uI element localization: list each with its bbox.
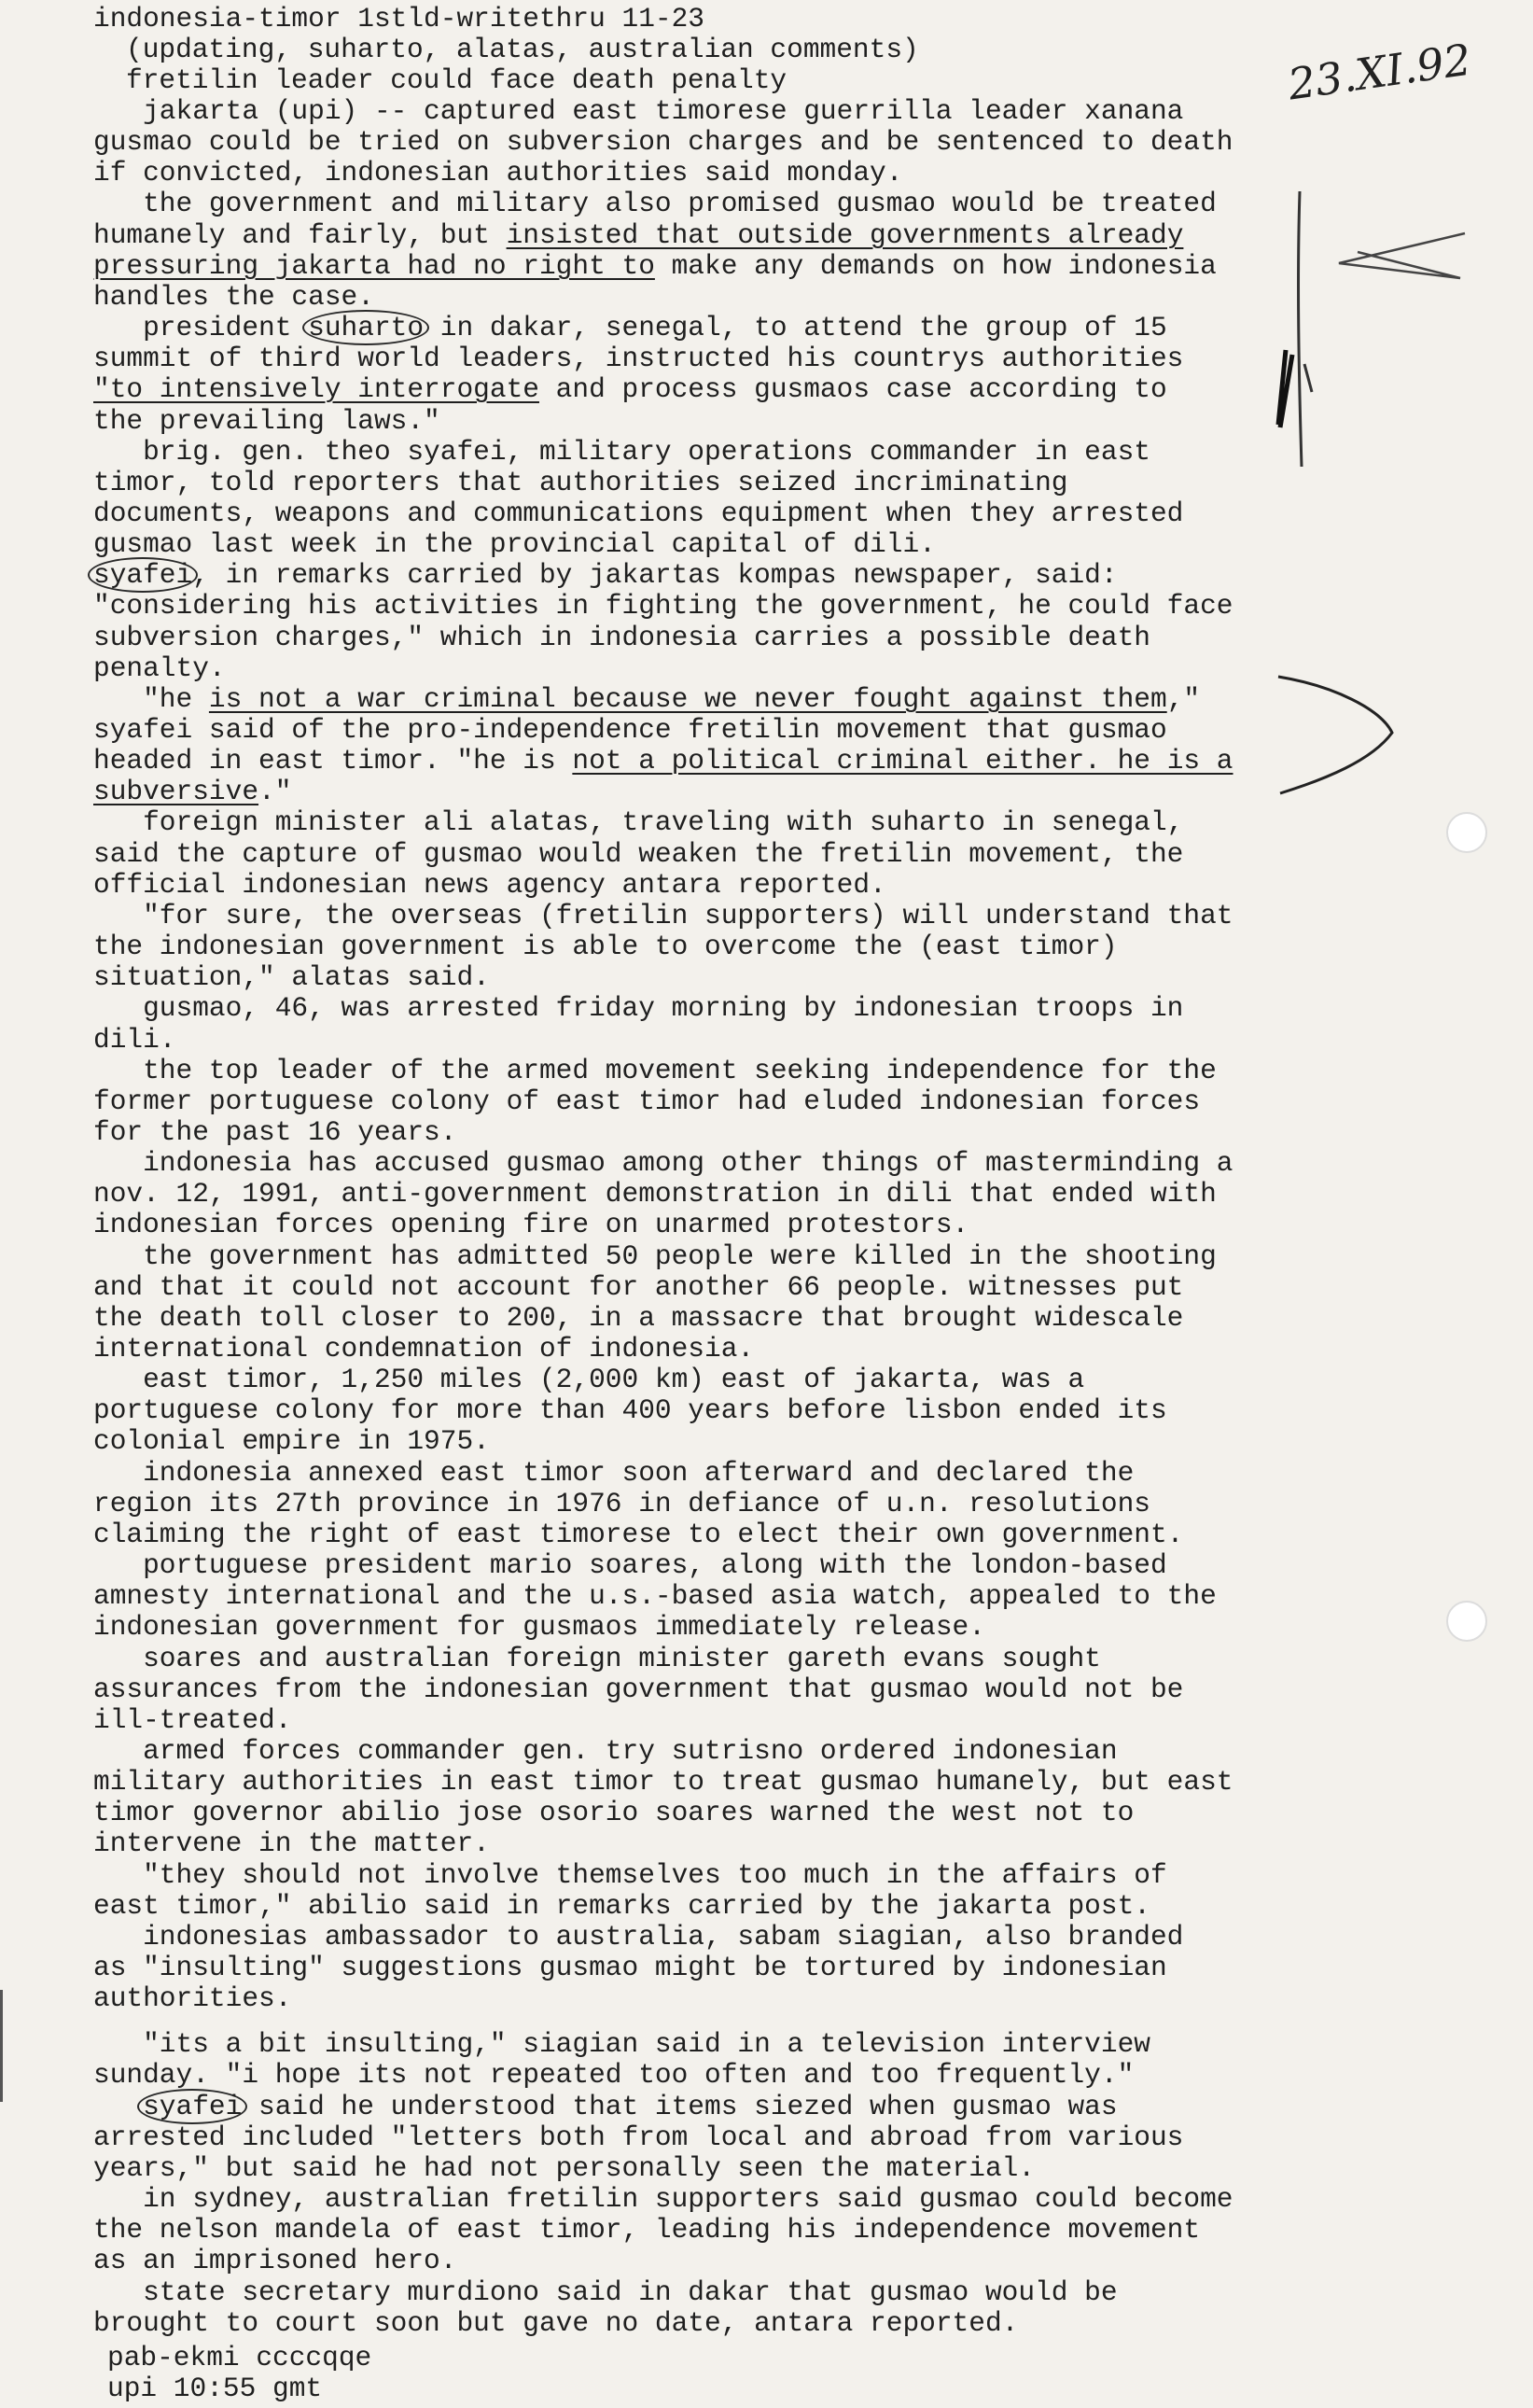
line-text: as "insulting" suggestions gusmao might be tortured by indonesian xyxy=(93,1952,1167,1983)
story-line xyxy=(93,1056,1217,1086)
line-text: foreign minister ali alatas, traveling with suharto in senegal, xyxy=(93,806,1184,838)
line-text: the indonesian government is able to overcome the (east timor) xyxy=(93,931,1118,962)
line-text: armed forces commander gen. try sutrisno ordered indonesian xyxy=(93,1735,1118,1767)
story-line xyxy=(93,2092,1118,2122)
circled-name: syafei xyxy=(137,2089,247,2124)
hole-punch-mark xyxy=(1446,1601,1487,1642)
line-text: portuguese president mario soares, along with the london-based xyxy=(93,1549,1167,1581)
margin-tick-mark xyxy=(1278,350,1292,427)
line-text: nov. 12, 1991, anti-government demonstration in dili that ended with xyxy=(93,1178,1217,1210)
story-line xyxy=(93,1148,1233,1179)
story-line xyxy=(93,406,440,437)
story-line xyxy=(93,1644,1101,1674)
margin-tick-mark xyxy=(1304,364,1312,392)
line-text: humanely and fairly, but xyxy=(93,219,507,251)
line-text: region its 27th province in 1976 in defiance of u.n. resolutions xyxy=(93,1488,1150,1519)
line-text: syafei said of the pro-independence fretilin movement that gusmao xyxy=(93,714,1167,746)
story-line xyxy=(93,189,1217,219)
margin-bracket-line xyxy=(1299,191,1302,467)
story-line xyxy=(93,1303,1183,1334)
line-text: and that it could not account for another 66 people. witnesses put xyxy=(93,1271,1184,1303)
line-text: former portuguese colony of east timor had eluded indonesian forces xyxy=(93,1085,1201,1117)
story-line xyxy=(93,1891,1150,1922)
line-text: the prevailing laws." xyxy=(93,405,440,437)
line-text: if convicted, indonesian authorities said monday. xyxy=(93,157,903,189)
story-line xyxy=(93,251,1217,282)
story-line xyxy=(93,2029,1150,2060)
line-text: headed in east timor. "he is xyxy=(93,745,573,777)
line-text: indonesian government for gusmaos immediately release. xyxy=(93,1611,985,1643)
line-text: "considering his activities in fighting the government, he could face xyxy=(93,590,1233,622)
story-line xyxy=(93,1860,1167,1891)
line-text: gusmao last week in the provincial capital of dili. xyxy=(93,528,936,560)
line-text: arrested included "letters both from local and abroad from various xyxy=(93,2121,1184,2153)
line-text: brought to court soon but gave no date, antara reported. xyxy=(93,2307,1019,2339)
line-text: intervene in the matter. xyxy=(93,1827,490,1859)
story-line xyxy=(93,2246,456,2276)
story-line xyxy=(93,1426,490,1457)
line-text: penalty. xyxy=(93,652,226,684)
story-line xyxy=(93,1953,1167,1983)
story-line xyxy=(93,2060,1134,2091)
line-text: situation," alatas said. xyxy=(93,961,490,993)
line-text: colonial empire in 1975. xyxy=(93,1425,490,1457)
story-line xyxy=(93,1272,1183,1303)
underlined-passage: is not a war criminal because we never fought against them xyxy=(208,683,1167,715)
story-line xyxy=(93,1550,1167,1581)
line-text: the government and military also promised gusmao would be treated xyxy=(93,188,1217,219)
story-line xyxy=(93,1983,291,2014)
line-text: soares and australian foreign minister gareth evans sought xyxy=(93,1643,1101,1674)
story-line xyxy=(93,220,1183,251)
story-line xyxy=(93,1581,1217,1612)
line-text: timor, told reporters that authorities seized incriminating xyxy=(93,467,1068,498)
story-line xyxy=(93,1489,1150,1519)
line-text: in sydney, australian fretilin supporters said gusmao could become xyxy=(93,2183,1233,2215)
line-text: as an imprisoned hero. xyxy=(93,2245,457,2276)
margin-arrow-mark xyxy=(1339,233,1465,278)
story-line xyxy=(93,993,1183,1024)
margin-arrow-mark xyxy=(1278,677,1392,793)
line-text: state secretary murdiono said in dakar that gusmao would be xyxy=(93,2276,1118,2308)
story-line xyxy=(93,623,1150,653)
underlined-passage: not a political criminal either. he is a xyxy=(572,745,1233,777)
line-text: indonesia annexed east timor soon afterward and declared the xyxy=(93,1457,1135,1489)
story-line xyxy=(93,807,1183,838)
story-line xyxy=(93,2277,1118,2308)
line-text: jakarta (upi) -- captured east timorese guerrilla leader xanana xyxy=(93,95,1184,127)
line-text: "he xyxy=(93,683,209,715)
story-line xyxy=(93,1334,754,1365)
footer-time: upi 10:55 gmt xyxy=(107,2373,323,2404)
story-line xyxy=(93,1179,1217,1210)
line-text: for the past 16 years. xyxy=(93,1116,457,1148)
line-text: assurances from the indonesian government that gusmao would not be xyxy=(93,1673,1184,1705)
story-line xyxy=(93,498,1183,529)
story-line xyxy=(93,1086,1200,1117)
line-text: ," xyxy=(1166,683,1201,715)
story-line xyxy=(93,715,1167,746)
line-text: amnesty international and the u.s.-based asia watch, appealed to the xyxy=(93,1580,1217,1612)
story-line xyxy=(93,1365,1084,1395)
circled-name: syafei xyxy=(88,557,198,593)
story-line xyxy=(93,560,1118,591)
line-text: official indonesian news agency antara reported. xyxy=(93,869,886,901)
story-line xyxy=(93,1025,176,1056)
story-line xyxy=(93,2215,1200,2246)
story-line xyxy=(93,931,1118,962)
line-text: ." xyxy=(258,776,292,807)
story-line xyxy=(93,282,374,313)
line-text: dili. xyxy=(93,1024,176,1056)
story-line xyxy=(93,343,1183,374)
line-text: subversion charges," which in indonesia carries a possible death xyxy=(93,622,1150,653)
line-text: "its a bit insulting," siagian said in a television interview xyxy=(93,2028,1150,2060)
story-line xyxy=(93,839,1183,870)
underlined-passage: insisted that outside governments already xyxy=(506,219,1184,251)
underlined-passage: subversive xyxy=(93,776,259,807)
story-line xyxy=(93,1674,1183,1705)
story-line xyxy=(93,2308,1018,2339)
story-line xyxy=(93,1395,1167,1426)
line-text: summit of third world leaders, instructed his countrys authorities xyxy=(93,343,1184,374)
circled-name: suharto xyxy=(302,310,429,345)
line-text: the government has admitted 50 people were killed in the shooting xyxy=(93,1240,1217,1272)
line-text: brig. gen. theo syafei, military operations commander in east xyxy=(93,436,1150,468)
line-text: gusmao could be tried on subversion charges and be sentenced to death xyxy=(93,126,1233,158)
story-line xyxy=(93,158,902,189)
line-text: timor governor abilio jose osorio soares warned the west not to xyxy=(93,1797,1135,1828)
story-line xyxy=(93,2153,1035,2184)
line-text: portuguese colony for more than 400 years before lisbon ended its xyxy=(93,1394,1167,1426)
story-line xyxy=(93,1519,1183,1550)
story-line xyxy=(93,127,1233,158)
story-line xyxy=(93,1767,1233,1798)
story-line xyxy=(93,1241,1217,1272)
story-line xyxy=(93,1117,456,1148)
story-line xyxy=(93,437,1150,468)
story-line xyxy=(93,901,1233,931)
story-slug: indonesia-timor 1stld-writethru 11-23 xyxy=(93,3,705,35)
line-text: the death toll closer to 200, in a massacre that brought widescale xyxy=(93,1302,1184,1334)
line-text: claiming the right of east timorese to elect their own government. xyxy=(93,1519,1184,1550)
story-line xyxy=(93,2122,1183,2153)
story-line xyxy=(93,591,1233,622)
line-text: in dakar, senegal, to attend the group of 15 xyxy=(424,312,1167,343)
story-line xyxy=(93,374,1167,405)
line-text: president xyxy=(93,312,309,343)
story-line xyxy=(93,529,936,560)
story-line xyxy=(93,1612,985,1643)
underlined-passage: "to intensively interrogate xyxy=(93,373,539,405)
story-line xyxy=(93,870,886,901)
story-line xyxy=(93,777,291,807)
story-line xyxy=(93,1458,1134,1489)
handwritten-date: 23.XI.92 xyxy=(1285,34,1475,110)
line-text xyxy=(93,2091,143,2122)
headline: fretilin leader could face death penalty xyxy=(126,64,787,96)
line-text: handles the case. xyxy=(93,281,374,313)
line-text: indonesian forces opening fire on unarmed protestors. xyxy=(93,1209,969,1240)
margin-edge-line xyxy=(0,1990,3,2102)
line-text: east timor, 1,250 miles (2,000 km) east of jakarta, was a xyxy=(93,1364,1085,1395)
line-text: and process gusmaos case according to xyxy=(538,373,1167,405)
line-text: sunday. "i hope its not repeated too often and too frequently." xyxy=(93,2059,1135,2091)
story-line xyxy=(93,684,1200,715)
story-line xyxy=(93,1798,1134,1828)
story-line xyxy=(93,1736,1118,1767)
story-line xyxy=(93,962,490,993)
line-text: make any demands on how indonesia xyxy=(654,250,1217,282)
story-line xyxy=(93,1210,969,1240)
story-line xyxy=(93,1922,1183,1953)
line-text: the nelson mandela of east timor, leading his independence movement xyxy=(93,2214,1201,2246)
underlined-passage: pressuring jakarta had no right to xyxy=(93,250,655,282)
footer-code: pab-ekmi ccccqqe xyxy=(107,2342,372,2373)
story-line xyxy=(93,653,226,684)
line-text: east timor," abilio said in remarks carried by the jakarta post. xyxy=(93,1890,1150,1922)
story-line xyxy=(93,746,1233,777)
line-text: , in remarks carried by jakartas kompas newspaper, said: xyxy=(192,559,1118,591)
story-line xyxy=(93,1705,291,1736)
line-text: "they should not involve themselves too much in the affairs of xyxy=(93,1859,1167,1891)
line-text: indonesia has accused gusmao among other things of masterminding a xyxy=(93,1147,1233,1179)
line-text: "for sure, the overseas (fretilin supporters) will understand that xyxy=(93,900,1233,931)
line-text: military authorities in east timor to treat gusmao humanely, but east xyxy=(93,1766,1233,1798)
line-text: documents, weapons and communications equipment when they arrested xyxy=(93,497,1184,529)
story-line xyxy=(93,468,1067,498)
update-note: (updating, suharto, alatas, australian comments) xyxy=(126,34,919,65)
story-line xyxy=(93,2184,1233,2215)
line-text: ill-treated. xyxy=(93,1704,292,1736)
line-text: said the capture of gusmao would weaken the fretilin movement, the xyxy=(93,838,1184,870)
story-line xyxy=(93,313,1167,343)
line-text: said he understood that items siezed when gusmao was xyxy=(242,2091,1118,2122)
story-line xyxy=(93,96,1183,127)
story-line xyxy=(93,1828,490,1859)
line-text: the top leader of the armed movement seeking independence for the xyxy=(93,1055,1217,1086)
line-text: indonesias ambassador to australia, sabam siagian, also branded xyxy=(93,1921,1184,1953)
line-text: gusmao, 46, was arrested friday morning by indonesian troops in xyxy=(93,992,1184,1024)
line-text: authorities. xyxy=(93,1982,292,2014)
hole-punch-mark xyxy=(1446,812,1487,853)
line-text: international condemnation of indonesia. xyxy=(93,1333,755,1365)
line-text: years," but said he had not personally seen the material. xyxy=(93,2152,1036,2184)
